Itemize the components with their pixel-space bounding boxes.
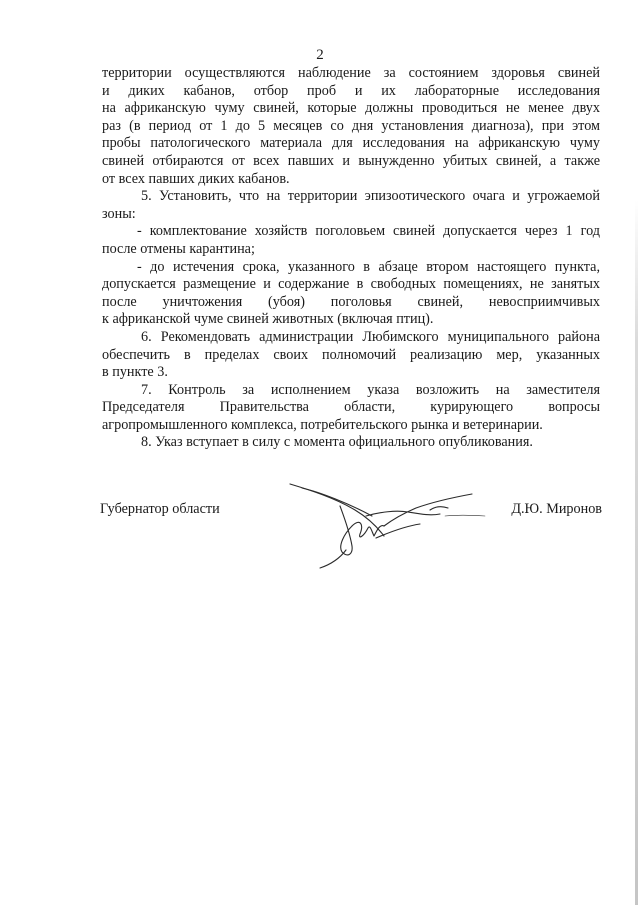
paragraph-item-5-dash-2: [102, 259, 600, 329]
text-line: после отмены карантина;: [102, 240, 255, 257]
handwritten-signature: [280, 476, 510, 571]
paragraph-item-5: [102, 188, 600, 223]
signatory-title: Губернатор области: [100, 501, 220, 517]
text-line: свиней отбираются от всех павших и вынужденно убитых свиней, а также: [102, 152, 600, 169]
document-body: [102, 65, 600, 452]
signatory-name: Д.Ю. Миронов: [511, 501, 602, 517]
text-line: Председателя Правительства области, курирующего вопросы: [102, 399, 600, 416]
paragraph-item-6: [102, 329, 600, 382]
text-line: после уничтожения (убоя) поголовья свиней, невосприимчивых: [102, 293, 600, 310]
paragraph-continuation: [102, 65, 600, 188]
text-line: в пункте 3.: [102, 364, 168, 381]
text-line: агропромышленного комплекса, потребительского рынка и ветеринарии.: [102, 416, 543, 433]
text-line: 5. Установить, что на территории эпизоотического очага и угрожаемой: [141, 188, 600, 205]
text-line: обеспечить в пределах своих полномочий реализацию мер, указанных: [102, 346, 600, 363]
text-line: пробы патологического материала для исследования на африканскую чуму: [102, 135, 600, 152]
text-line: от всех павших диких кабанов.: [102, 170, 290, 187]
page-number: 2: [316, 47, 324, 63]
text-line: 8. Указ вступает в силу с момента официального опубликования.: [141, 434, 533, 451]
text-line: 7. Контроль за исполнением указа возложить на заместителя: [141, 381, 600, 398]
paragraph-item-8: [102, 434, 600, 452]
signature-block: [100, 498, 602, 588]
text-line: зоны:: [102, 205, 136, 222]
text-line: на африканскую чуму свиней, которые должны проводиться не менее двух: [102, 100, 600, 117]
text-line: и диких кабанов, отбор проб и их лабораторные исследования: [102, 82, 600, 99]
text-line: - комплектование хозяйств поголовьем свиней допускается через 1 год: [137, 223, 600, 240]
text-line: территории осуществляются наблюдение за состоянием здоровья свиней: [102, 65, 600, 81]
text-line: допускается размещение и содержание в свободных помещениях, не занятых: [102, 276, 600, 293]
paragraph-item-5-dash-1: [102, 223, 600, 258]
text-line: - до истечения срока, указанного в абзаце втором настоящего пункта,: [137, 258, 600, 275]
text-line: к африканской чуме свиней животных (включая птиц).: [102, 311, 434, 328]
scan-edge-shadow: [635, 200, 638, 905]
text-line: раз (в период от 1 до 5 месяцев со дня установления диагноза), при этом: [102, 117, 600, 134]
paragraph-item-7: [102, 382, 600, 435]
text-line: 6. Рекомендовать администрации Любимского муниципального района: [141, 328, 600, 345]
